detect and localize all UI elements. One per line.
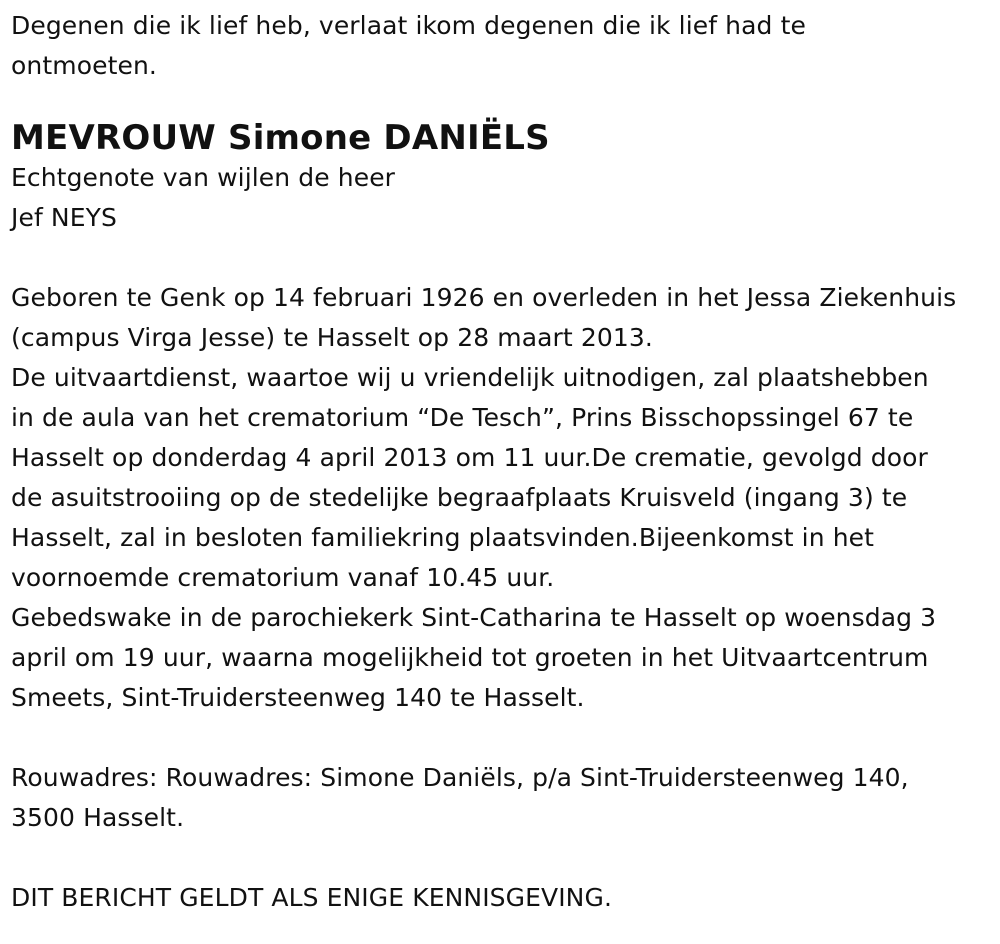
- opening-quote: [11, 6, 996, 86]
- quote-line-1: Degenen die ik lief heb, verlaat ikom degenen die ik lief had te: [11, 11, 806, 40]
- body-line: Smeets, Sint-Truidersteenweg 140 te Hasselt.: [11, 683, 585, 712]
- deceased-name: MEVROUW Simone DANIËLS: [11, 118, 550, 158]
- body-line: Hasselt op donderdag 4 april 2013 om 11 uur.De crematie, gevolgd door: [11, 443, 928, 472]
- closing-line: DIT BERICHT GELDT ALS ENIGE KENNISGEVING.: [11, 883, 612, 912]
- body-line: (campus Virga Jesse) te Hasselt op 28 maart 2013.: [11, 323, 653, 352]
- body-line: De uitvaartdienst, waartoe wij u vriendelijk uitnodigen, zal plaatshebben: [11, 363, 929, 392]
- body-line: in de aula van het crematorium “De Tesch”, Prins Bisschopssingel 67 te: [11, 403, 914, 432]
- spacer: [11, 238, 996, 278]
- spacer: [11, 718, 996, 758]
- body-line: voornoemde crematorium vanaf 10.45 uur.: [11, 563, 555, 592]
- notice-body: [11, 278, 996, 718]
- body-line: april om 19 uur, waarna mogelijkheid tot groeten in het Uitvaartcentrum: [11, 643, 929, 672]
- body-line: Gebedswake in de parochiekerk Sint-Catharina te Hasselt op woensdag 3: [11, 603, 937, 632]
- closing-statement: [11, 878, 996, 918]
- body-line: Geboren te Genk op 14 februari 1926 en overleden in het Jessa Ziekenhuis: [11, 283, 957, 312]
- spouse-info: [11, 158, 996, 238]
- quote-line-2: ontmoeten.: [11, 51, 157, 80]
- spouse-line-2: Jef NEYS: [11, 203, 117, 232]
- address-line: Rouwadres: Rouwadres: Simone Daniëls, p/a Sint-Truidersteenweg 140,: [11, 763, 909, 792]
- spacer: [11, 838, 996, 878]
- death-notice: [11, 6, 996, 918]
- body-line: Hasselt, zal in besloten familiekring plaatsvinden.Bijeenkomst in het: [11, 523, 875, 552]
- body-line: de asuitstrooiing op de stedelijke begraafplaats Kruisveld (ingang 3) te: [11, 483, 908, 512]
- address-line: 3500 Hasselt.: [11, 803, 185, 832]
- spouse-line-1: Echtgenote van wijlen de heer: [11, 163, 396, 192]
- mourning-address: [11, 758, 996, 838]
